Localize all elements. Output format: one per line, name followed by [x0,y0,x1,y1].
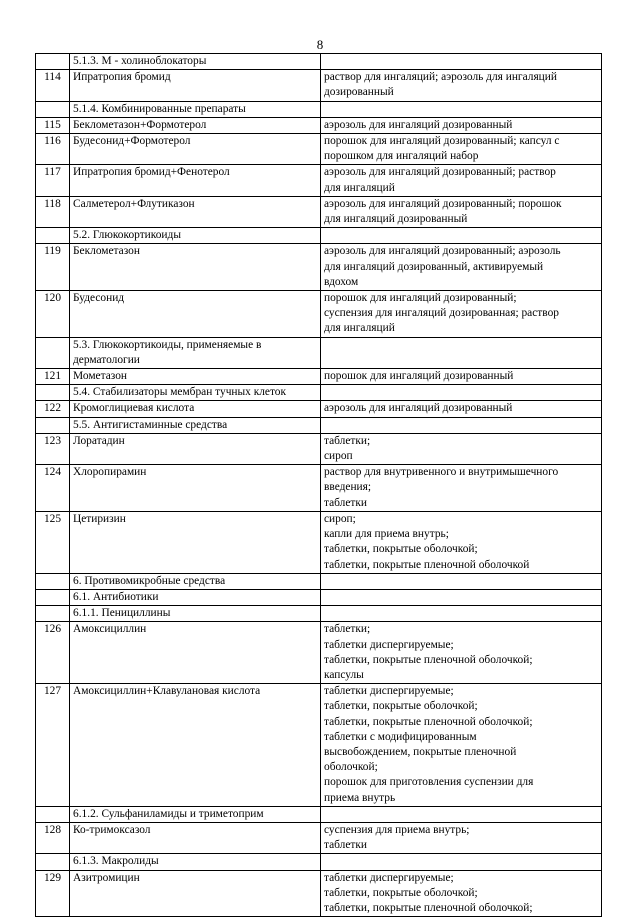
row-number: 122 [36,401,70,417]
drug-list-table [35,53,602,917]
section-row [36,417,602,433]
section-row [36,101,602,117]
dosage-form-line: аэрозоль для ингаляций дозированный; аэрозоль [324,245,561,258]
empty-form-cell [321,54,602,70]
row-number-cell [36,589,70,605]
row-number: 115 [36,117,70,133]
drug-name: Лоратадин [70,433,321,464]
dosage-form-line: для ингаляций дозированный [324,213,468,226]
row-number-cell [36,228,70,244]
row-number: 129 [36,870,70,917]
dosage-form-line: порошок для приготовления суспензии для [324,776,534,789]
dosage-form-line: аэрозоль для ингаляций дозированный [324,402,513,415]
section-row [36,337,602,368]
section-heading: 6.1. Антибиотики [70,589,321,605]
dosage-form-line: таблетки [324,496,368,509]
row-number: 125 [36,511,70,573]
dosage-forms [321,134,602,165]
drug-name: Будесонид+Формотерол [70,134,321,165]
drug-row [36,822,602,853]
dosage-form-line: высвобождением, покрытые пленочной [324,745,517,758]
drug-list-body [36,54,602,917]
section-row [36,385,602,401]
row-number-cell [36,573,70,589]
empty-form-cell [321,337,602,368]
drug-name: Кромоглициевая кислота [70,401,321,417]
section-row [36,589,602,605]
drug-name: Цетиризин [70,511,321,573]
row-number: 124 [36,465,70,512]
row-number: 120 [36,291,70,338]
drug-row [36,134,602,165]
row-number-cell [36,854,70,870]
empty-form-cell [321,854,602,870]
section-row [36,573,602,589]
drug-name: Ипратропия бромид [70,70,321,101]
row-number: 119 [36,244,70,291]
dosage-forms [321,196,602,227]
row-number-cell [36,606,70,622]
dosage-form-line: сироп; [324,512,356,525]
dosage-forms [321,291,602,338]
empty-form-cell [321,573,602,589]
row-number: 127 [36,684,70,807]
drug-name: Ипратропия бромид+Фенотерол [70,165,321,196]
section-heading: 6.1.2. Сульфаниламиды и триметоприм [70,806,321,822]
drug-row [36,70,602,101]
dosage-form-line: для ингаляций [324,322,395,335]
drug-name: Амоксициллин [70,622,321,684]
dosage-forms [321,870,602,917]
dosage-forms [321,433,602,464]
dosage-forms [321,401,602,417]
dosage-form-line: таблетки; [324,434,371,447]
row-number-cell [36,337,70,368]
drug-row [36,196,602,227]
row-number: 114 [36,70,70,101]
drug-name: Мометазон [70,369,321,385]
drug-row [36,165,602,196]
section-row [36,854,602,870]
row-number: 116 [36,134,70,165]
dosage-form-line: таблетки, покрытые пленочной оболочкой; [324,653,533,666]
dosage-form-line: раствор для ингаляций; аэрозоль для ингаляций [324,71,557,84]
dosage-form-line: капли для приема внутрь; [324,528,449,541]
dosage-forms [321,465,602,512]
section-heading: 5.3. Глюкокортикоиды, применяемые в дерматологии [70,337,321,368]
row-number: 121 [36,369,70,385]
drug-row [36,511,602,573]
dosage-form-line: таблетки; [324,623,371,636]
empty-form-cell [321,417,602,433]
row-number-cell [36,54,70,70]
section-heading: 5.5. Антигистаминные средства [70,417,321,433]
drug-name: Беклометазон [70,244,321,291]
dosage-form-line: порошком для ингаляций набор [324,150,479,163]
row-number-cell [36,385,70,401]
dosage-form-line: таблетки диспергируемые; [324,871,454,884]
dosage-forms [321,369,602,385]
drug-name: Будесонид [70,291,321,338]
drug-row [36,291,602,338]
dosage-form-line: суспензия для ингаляций дозированная; раствор [324,307,559,320]
section-heading: 6. Противомикробные средства [70,573,321,589]
section-row [36,54,602,70]
dosage-form-line: таблетки с модифицированным [324,730,477,743]
dosage-form-line: аэрозоль для ингаляций дозированный [324,118,513,131]
row-number: 126 [36,622,70,684]
dosage-form-line: порошок для ингаляций дозированный; капсул с [324,135,560,148]
drug-name: Беклометазон+Формотерол [70,117,321,133]
dosage-forms [321,244,602,291]
drug-name: Амоксициллин+Клавулановая кислота [70,684,321,807]
section-row [36,606,602,622]
dosage-form-line: таблетки, покрытые оболочкой; [324,543,478,556]
row-number: 118 [36,196,70,227]
dosage-forms [321,684,602,807]
drug-row [36,244,602,291]
section-heading: 5.4. Стабилизаторы мембран тучных клеток [70,385,321,401]
drug-name: Азитромицин [70,870,321,917]
drug-row [36,401,602,417]
section-heading: 5.1.4. Комбинированные препараты [70,101,321,117]
drug-row [36,622,602,684]
drug-row [36,369,602,385]
dosage-form-line: для ингаляций [324,181,395,194]
section-heading: 6.1.1. Пенициллины [70,606,321,622]
dosage-form-line: таблетки, покрытые пленочной оболочкой; [324,901,533,914]
section-heading: 6.1.3. Макролиды [70,854,321,870]
empty-form-cell [321,228,602,244]
dosage-form-line: таблетки [324,839,368,852]
dosage-forms [321,165,602,196]
dosage-form-line: вдохом [324,275,359,288]
drug-row [36,433,602,464]
dosage-form-line: для ингаляций дозированный, активируемый [324,260,544,273]
row-number: 117 [36,165,70,196]
row-number: 128 [36,822,70,853]
dosage-form-line: сироп [324,450,353,463]
drug-name: Ко-тримоксазол [70,822,321,853]
dosage-form-line: таблетки, покрытые оболочкой; [324,700,478,713]
drug-row [36,684,602,807]
dosage-form-line: порошок для ингаляций дозированный [324,370,514,383]
dosage-form-line: капсулы [324,668,364,681]
row-number-cell [36,101,70,117]
empty-form-cell [321,589,602,605]
section-row [36,806,602,822]
empty-form-cell [321,101,602,117]
empty-form-cell [321,385,602,401]
drug-name: Салметерол+Флутиказон [70,196,321,227]
dosage-form-line: таблетки, покрытые оболочкой; [324,886,478,899]
section-heading: 5.1.3. М - холиноблокаторы [70,54,321,70]
dosage-form-line: порошок для ингаляций дозированный; [324,292,517,305]
dosage-forms [321,70,602,101]
dosage-form-line: раствор для внутривенного и внутримышечного [324,466,559,479]
row-number-cell [36,417,70,433]
dosage-forms [321,622,602,684]
section-row [36,228,602,244]
drug-row [36,117,602,133]
dosage-forms [321,511,602,573]
row-number: 123 [36,433,70,464]
empty-form-cell [321,606,602,622]
empty-form-cell [321,806,602,822]
dosage-form-line: таблетки, покрытые пленочной оболочкой; [324,715,533,728]
dosage-form-line: приема внутрь [324,791,396,804]
dosage-form-line: оболочкой; [324,761,378,774]
page-number: 8 [316,37,324,52]
row-number-cell [36,806,70,822]
dosage-forms [321,822,602,853]
drug-row [36,870,602,917]
dosage-form-line: таблетки, покрытые пленочной оболочкой [324,558,530,571]
drug-name: Хлоропирамин [70,465,321,512]
dosage-form-line: таблетки диспергируемые; [324,685,454,698]
dosage-form-line: суспензия для приема внутрь; [324,823,470,836]
dosage-form-line: дозированный [324,86,394,99]
dosage-forms [321,117,602,133]
dosage-form-line: аэрозоль для ингаляций дозированный; порошок [324,197,562,210]
section-heading: 5.2. Глюкокортикоиды [70,228,321,244]
dosage-form-line: введения; [324,481,372,494]
drug-row [36,465,602,512]
dosage-form-line: аэрозоль для ингаляций дозированный; раствор [324,166,556,179]
dosage-form-line: таблетки диспергируемые; [324,638,454,651]
